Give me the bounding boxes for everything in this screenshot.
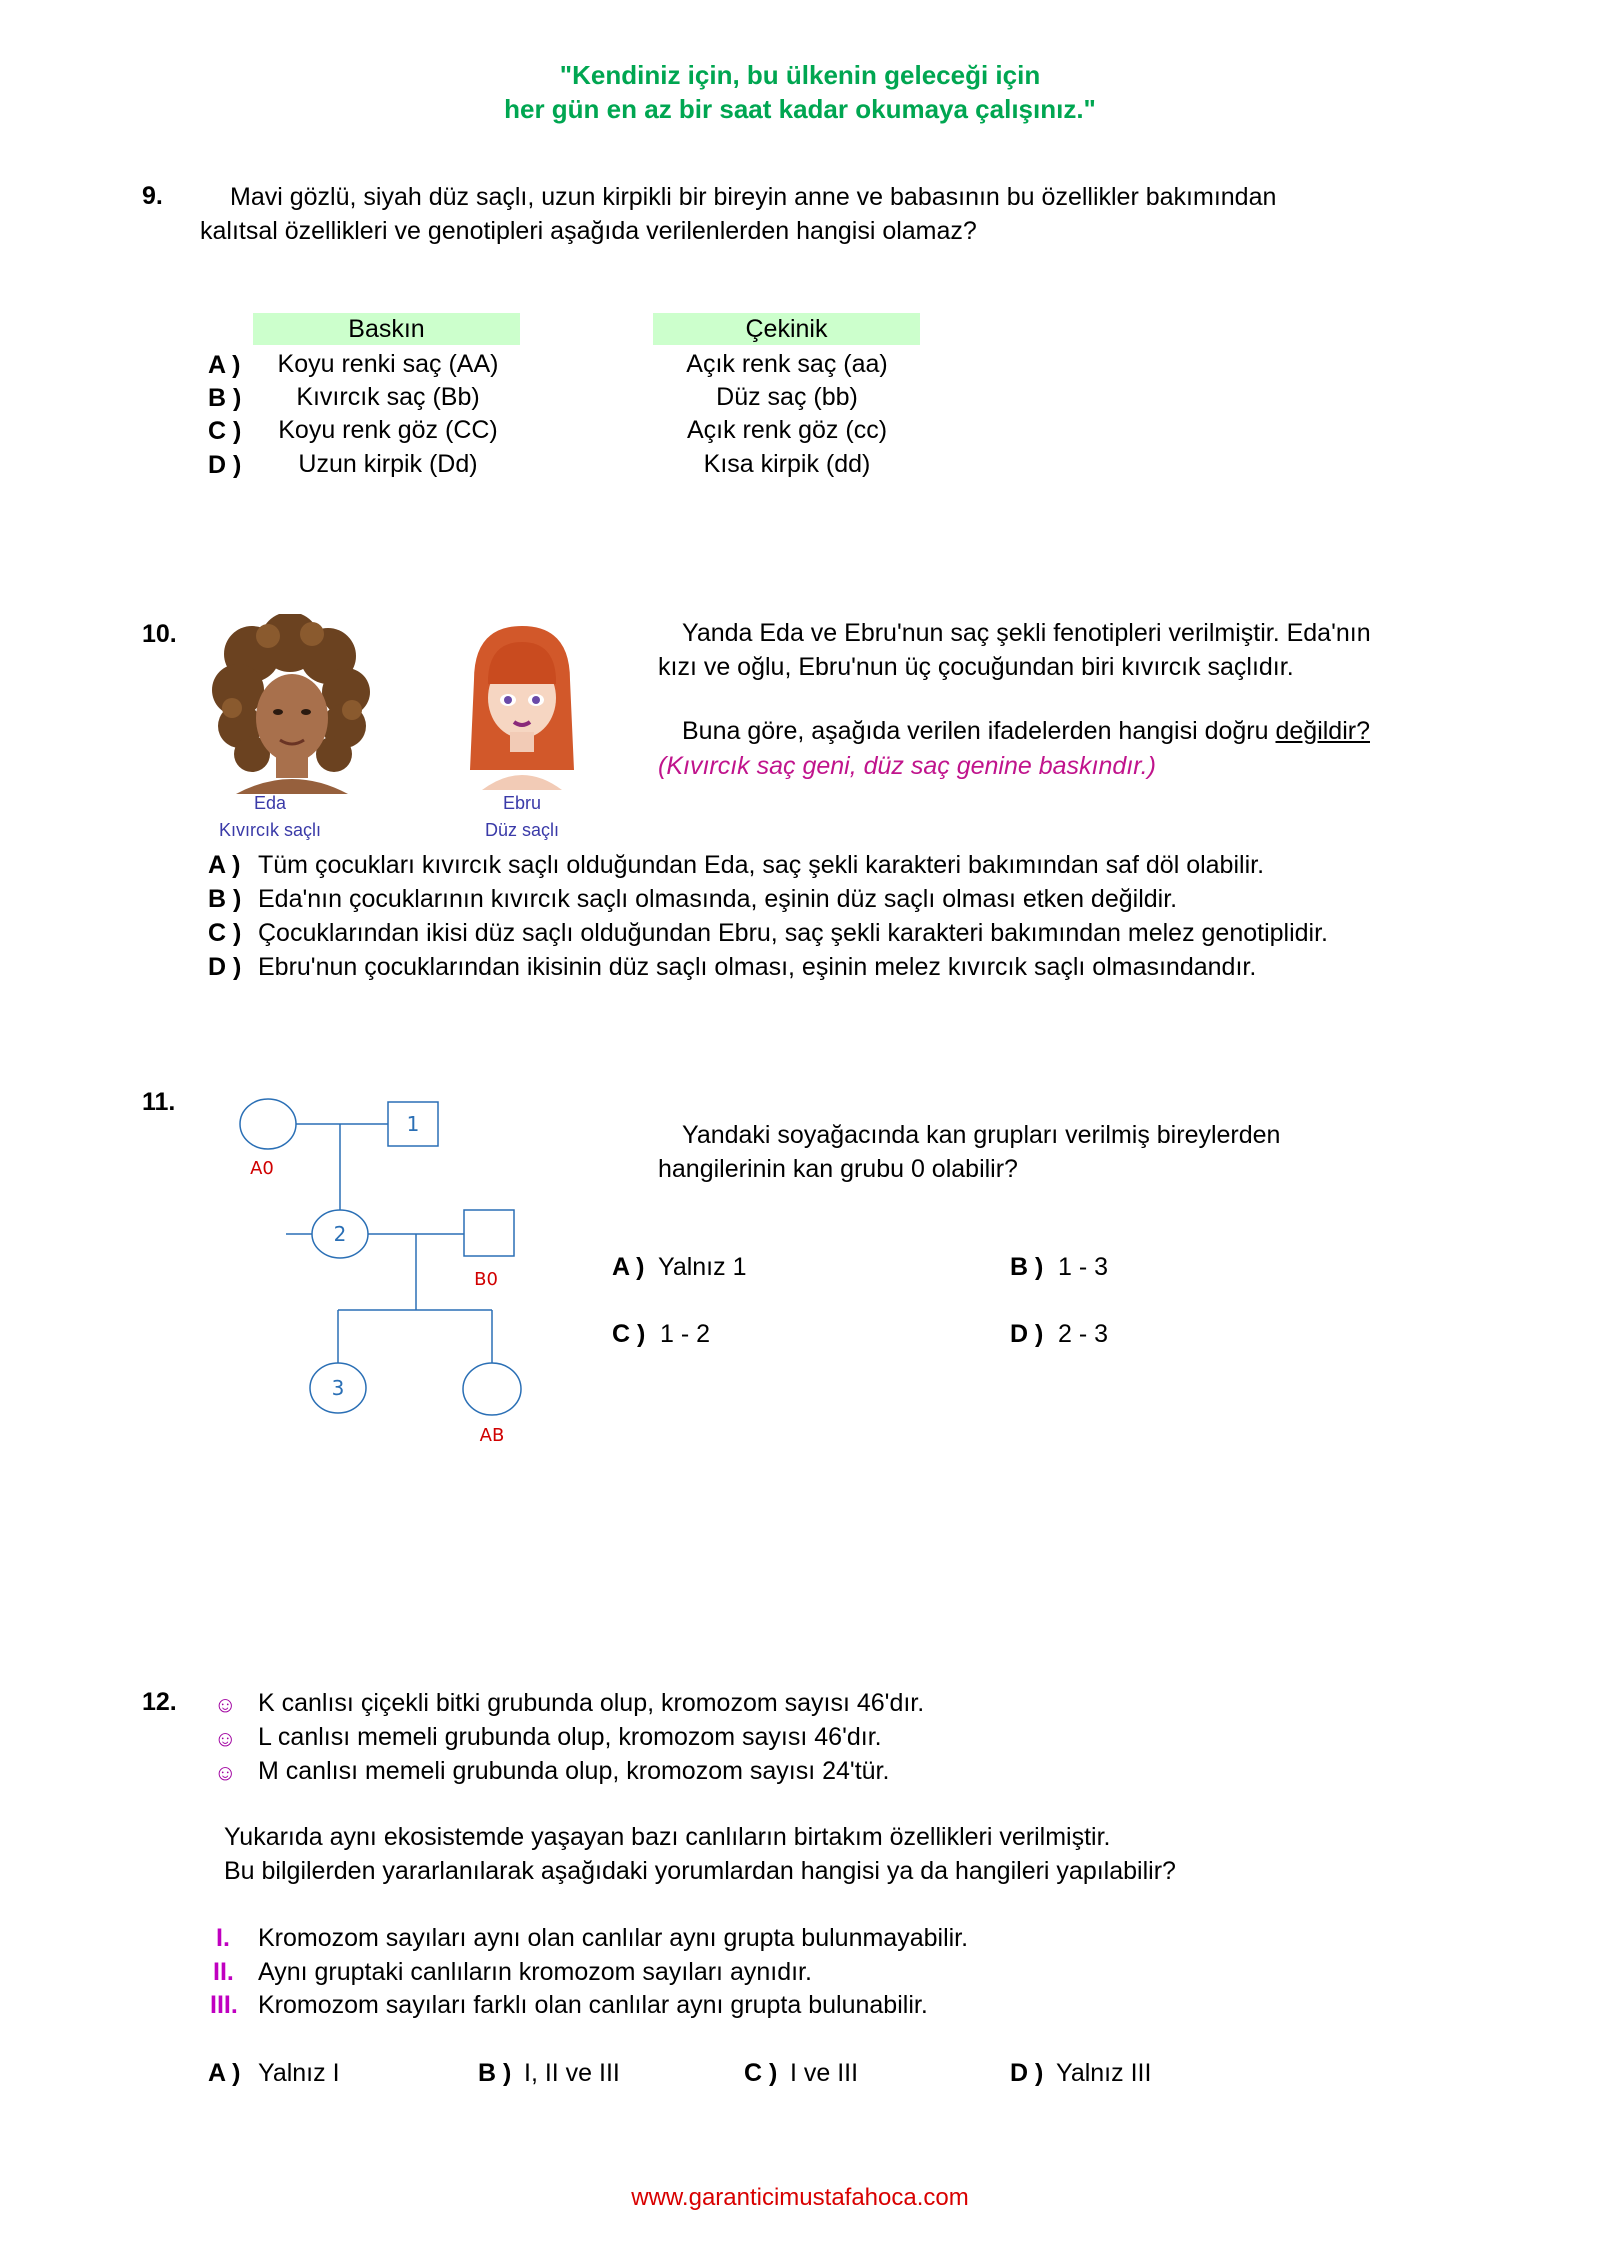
option-label: A ): [208, 851, 241, 879]
question-number: 9.: [142, 182, 163, 210]
question-text-line-1: Yukarıda aynı ekosistemde yaşayan bazı canlıların birtakım özellikleri verilmiştir.: [224, 1823, 1111, 1851]
recessive-trait: Düz saç (bb): [716, 383, 858, 411]
option-text: 2 - 3: [1058, 1320, 1109, 1348]
grandmother-blood-group: A0: [250, 1158, 274, 1179]
option-text: Yalnız III: [1056, 2059, 1152, 2087]
ebru-trait: Düz saçlı: [484, 820, 560, 840]
header-recessive: Çekinik: [653, 313, 920, 345]
spouse-blood-group: B0: [474, 1269, 498, 1290]
grandmother-female-symbol: [240, 1099, 296, 1149]
option-text: Çocuklarından ikisi düz saçlı olduğundan Ebru, saç şekli karakteri bakımından melez genotiplidir.: [258, 919, 1329, 947]
option-label: B ): [1010, 1253, 1044, 1281]
option-label: D ): [208, 953, 242, 981]
statement-text: Kromozom sayıları aynı olan canlılar aynı grupta bulunmayabilir.: [258, 1924, 969, 1952]
question-text-line-3-main: Buna göre, aşağıda verilen ifadelerden hangisi doğru: [682, 717, 1276, 745]
question-text-line-1: Mavi gözlü, siyah düz saçlı, uzun kirpikli bir bireyin anne ve babasının bu özellikler bakımından: [230, 183, 1277, 211]
recessive-trait: Kısa kirpik (dd): [703, 450, 871, 478]
statement-text: Kromozom sayıları farklı olan canlılar aynı grupta bulunabilir.: [258, 1991, 928, 2019]
eda-curly-hair-image: [212, 614, 370, 794]
spouse-male-symbol: [464, 1210, 514, 1256]
fact-item: L canlısı memeli grubunda olup, kromozom sayısı 46'dır.: [258, 1723, 882, 1751]
fact-item: M canlısı memeli grubunda olup, kromozom sayısı 24'tür.: [258, 1757, 890, 1785]
question-text-line-2: kalıtsal özellikleri ve genotipleri aşağıda verilenlerden hangisi olamaz?: [200, 217, 977, 245]
individual-3-label: 3: [331, 1376, 345, 1400]
option-label: A ): [612, 1253, 645, 1281]
statement-number: II.: [213, 1958, 234, 1986]
option-label: A ): [208, 351, 241, 379]
child-blood-group: AB: [479, 1425, 505, 1446]
option-label: B ): [208, 885, 242, 913]
question-text-line-3: [682, 714, 1370, 748]
dominant-trait: Koyu renki saç (AA): [277, 350, 499, 378]
statement-text: Aynı gruptaki canlıların kromozom sayıları aynıdır.: [258, 1958, 812, 1986]
dominant-trait: Koyu renk göz (CC): [278, 416, 498, 444]
question-text-line-2: kızı ve oğlu, Ebru'nun üç çocuğundan biri kıvırcık saçlıdır.: [658, 653, 1294, 681]
smiley-bullet-icon: ☺: [214, 1760, 237, 1785]
option-text: I, II ve III: [524, 2059, 620, 2087]
individual-2-label: 2: [333, 1222, 347, 1246]
question-text-line-1: Yandaki soyağacında kan grupları verilmiş bireylerden: [682, 1121, 1281, 1149]
motto-line-1: "Kendiniz için, bu ülkenin geleceği için: [559, 60, 1041, 90]
statement-number: I.: [216, 1924, 230, 1952]
recessive-trait: Açık renk göz (cc): [686, 416, 888, 444]
option-label: D ): [208, 451, 242, 479]
smiley-bullet-icon: ☺: [214, 1692, 237, 1717]
option-text: Ebru'nun çocuklarından ikisinin düz saçlı olması, eşinin melez kıvırcık saçlı olmasındandır.: [258, 953, 1257, 981]
option-text: 1 - 2: [660, 1320, 711, 1348]
option-label: C ): [744, 2059, 778, 2087]
option-text: Tüm çocukları kıvırcık saçlı olduğundan Eda, saç şekli karakteri bakımından saf döl olabilir.: [258, 851, 1265, 879]
question-number: 11.: [142, 1088, 176, 1116]
option-label: B ): [208, 384, 242, 412]
option-label: B ): [478, 2059, 512, 2087]
underlined-word: değildir?: [1275, 717, 1370, 745]
dominant-trait: Uzun kirpik (Dd): [298, 450, 478, 478]
fact-item: K canlısı çiçekli bitki grubunda olup, kromozom sayısı 46'dır.: [258, 1689, 925, 1717]
dominance-note: (Kıvırcık saç geni, düz saç genine baskındır.): [658, 752, 1156, 780]
footer-website-link[interactable]: www.garanticimustafahoca.com: [631, 2184, 969, 2211]
smiley-bullet-icon: ☺: [214, 1726, 237, 1751]
question-text-line-2: hangilerinin kan grubu 0 olabilir?: [658, 1155, 1018, 1183]
option-label: C ): [208, 417, 242, 445]
option-label: A ): [208, 2059, 241, 2087]
option-text: Yalnız 1: [658, 1253, 747, 1281]
recessive-trait: Açık renk saç (aa): [686, 350, 888, 378]
option-label: C ): [612, 1320, 646, 1348]
question-number: 10.: [142, 620, 177, 648]
statement-number: III.: [210, 1991, 238, 2019]
header-dominant: Baskın: [253, 313, 520, 345]
question-number: 12.: [142, 1688, 177, 1716]
eda-trait: Kıvırcık saçlı: [218, 820, 321, 840]
option-text: 1 - 3: [1058, 1253, 1109, 1281]
motto-line-2: her gün en az bir saat kadar okumaya çalışınız.": [504, 94, 1096, 124]
individual-1-label: 1: [406, 1112, 420, 1136]
child-female-symbol: [463, 1363, 521, 1415]
pedigree-chart: [230, 1090, 540, 1460]
option-text: Yalnız I: [258, 2059, 340, 2087]
ebru-straight-hair-image: [462, 620, 582, 790]
option-label: D ): [1010, 2059, 1044, 2087]
option-text: Eda'nın çocuklarının kıvırcık saçlı olmasında, eşinin düz saçlı olması etken değildir.: [258, 885, 1178, 913]
option-label: D ): [1010, 1320, 1044, 1348]
option-label: C ): [208, 919, 242, 947]
dominant-trait: Kıvırcık saç (Bb): [296, 383, 480, 411]
question-text-line-2: Bu bilgilerden yararlanılarak aşağıdaki yorumlardan hangisi ya da hangileri yapılabilir?: [224, 1857, 1176, 1885]
option-text: I ve III: [790, 2059, 859, 2087]
eda-name: Eda: [253, 793, 287, 813]
question-text-line-1: Yanda Eda ve Ebru'nun saç şekli fenotipleri verilmiştir. Eda'nın: [682, 619, 1371, 647]
ebru-name: Ebru: [502, 793, 542, 813]
